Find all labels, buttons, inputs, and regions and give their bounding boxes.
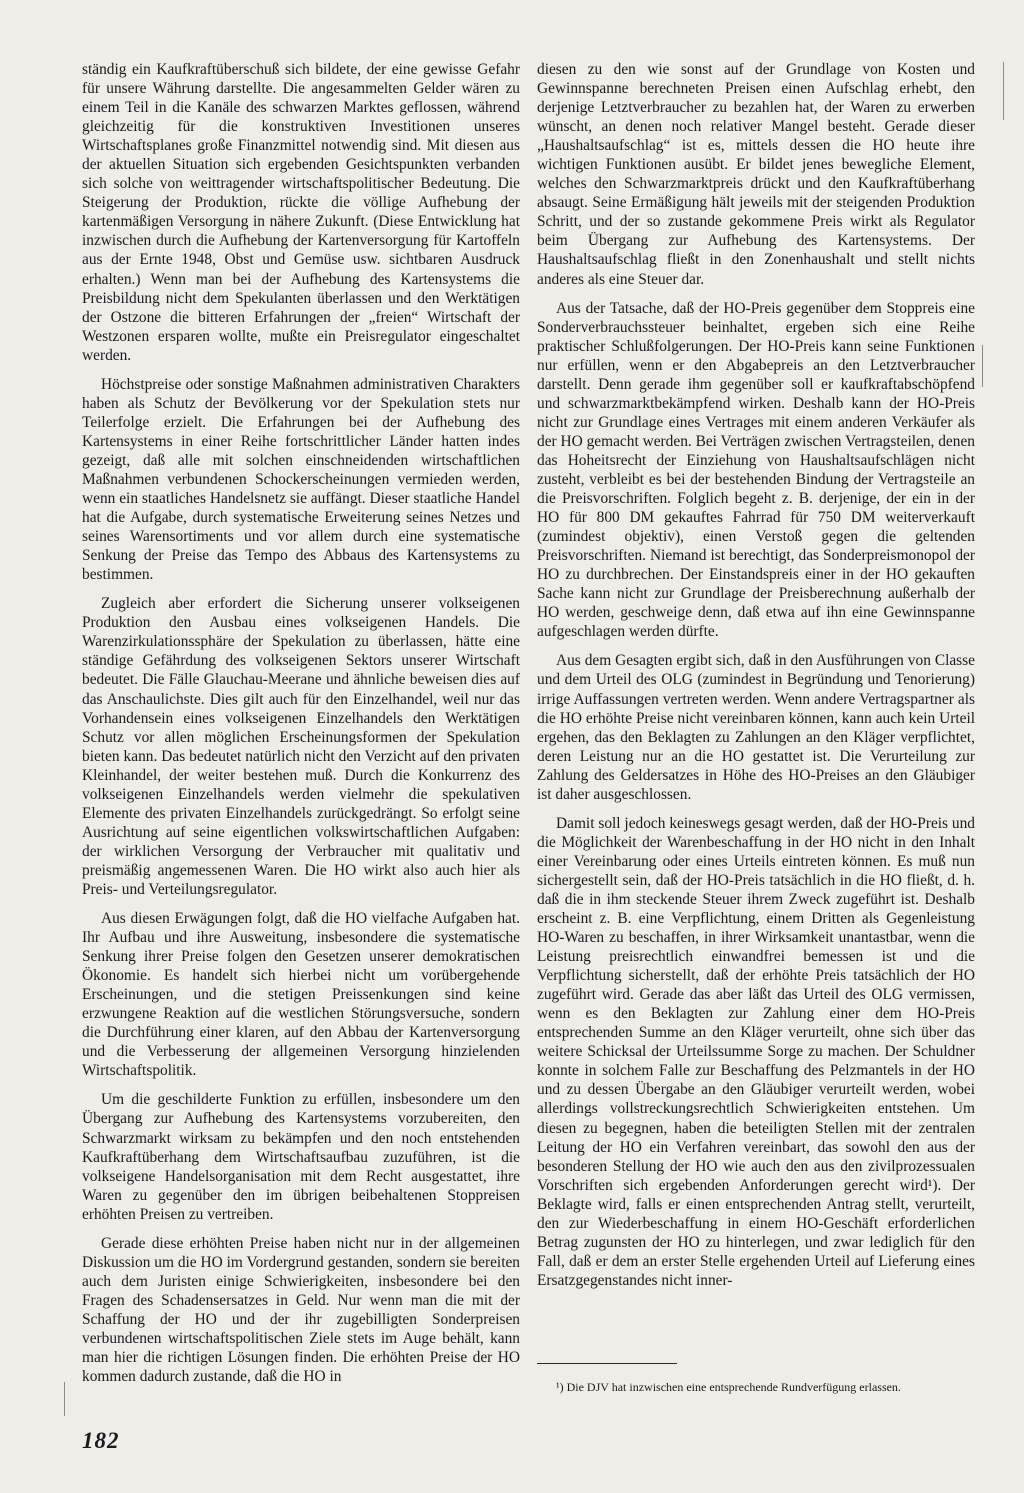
margin-pencil-mark: [982, 345, 983, 387]
paragraph: Zugleich aber erfordert die Sicherung unserer volkseigenen Produktion den Ausbau eines volkseigenen Handels. Die Warenzirkulationssphäre der Spekulation zu überlassen, hätte eine ständige Gefährdung des volkseigenen Sektors unserer Wirtschaft bedeutet. Die Fälle Glauchau-Meerane und ähnliche beweisen dies auf das Anschaulichste. Dies gilt auch für den Einzelhandel, weil nur das Vorhandensein eines volkseigenen Einzelhandels den Werktätigen Schutz vor allen möglichen Erscheinungsformen der Spekulation bieten kann. Das bedeutet natürlich nicht den Verzicht auf den privaten Kleinhandel, der weiter bestehen muß. Durch die Konkurrenz des volkseigenen Einzelhandels werden vielmehr die spekulativen Elemente des privaten Einzelhandels zurückgedrängt. So erfolgt seine Ausrichtung auf seine eigentlichen volkswirtschaftlichen Aufgaben: der wirklichen Versorgung der Verbraucher mit qualitativ und preismäßig angemessenen Waren. Die HO wirkt also auch hier als Preis- und Verteilungsregulator.: [82, 595, 520, 898]
footnote: ¹) Die DJV hat inzwischen eine entsprechende Rundverfügung erlassen.: [556, 1380, 901, 1394]
margin-pencil-mark: [64, 1382, 65, 1416]
paragraph: diesen zu den wie sonst auf der Grundlage von Kosten und Gewinnspanne berechneten Preisen einen Aufschlag erhebt, den derjenige Letztverbraucher zu bezahlen hat, der Waren zu erwerben wünscht, an denen noch relativer Mangel besteht. Gerade dieser „Haushaltsaufschlag“ ist es, mittels dessen die HO heute ihre wichtigen Funktionen ausübt. Er bildet jenes bewegliche Element, welches den Schwarzmarktpreis drückt und den Kaufkraftüberhang absaugt. Seine Ermäßigung hält jeweils mit der steigenden Produktion Schritt, und der so zustande gekommene Preis wirkt als Regulator beim Übergang zur Aufhebung des Kartensystems. Der Haushaltsaufschlag fließt in den Zonenhaushalt und stellt nichts anderes als eine Steuer dar.: [537, 61, 975, 288]
paragraph: Aus der Tatsache, daß der HO-Preis gegenüber dem Stoppreis eine Sonderverbrauchssteuer beinhaltet, ergeben sich eine Reihe praktischer Schlußfolgerungen. Der HO-Preis kann seine Funktionen nur erfüllen, wenn er den Abgabepreis an den Letztverbraucher darstellt. Denn gerade ihm gegenüber soll er kaufkraftabschöpfend und schwarzmarktbekämpfend wirken. Deshalb kann der HO-Preis nicht zur Grundlage eines Vertrages mit einem anderen Verkäufer als der HO gemacht werden. Bei Verträgen zwischen Vertragsteilen, denen das Hoheitsrecht der Einziehung von Haushaltsaufschlägen nicht zusteht, verbleibt es bei der bestehenden Bindung der Vertragsteile an die Preisvorschriften. Folglich begeht z. B. derjenige, der ein in der HO für 800 DM gekauftes Fahrrad für 750 DM weiterverkauft (zumindest objektiv), einen Verstoß gegen die geltenden Preisvorschriften. Niemand ist berechtigt, das Sonderpreismonopol der HO zu durchbrechen. Der Einstandspreis einer in der HO gekauften Sache kann nicht zur Grundlage der Preisberechnung außerhalb der HO werden, geschweige denn, daß etwa auf ihn eine Gewinnspanne aufgeschlagen werden dürfte.: [537, 299, 975, 641]
footnote-divider: [537, 1363, 677, 1364]
margin-pencil-mark: [1003, 62, 1004, 120]
left-column: [82, 60, 520, 1396]
paragraph: Damit soll jedoch keineswegs gesagt werden, daß der HO-Preis und die Möglichkeit der Warenbeschaffung in der HO nicht in den Inhalt einer Vereinbarung oder eines Urteils eintreten können. Es muß nun sichergestellt sein, daß der HO-Preis tatsächlich in die HO fließt, d. h. daß die in ihm steckende Steuer ihrem Zweck zugeführt ist. Deshalb erscheint z. B. eine Verpflichtung, einem Dritten als Gegenleistung HO-Waren zu beschaffen, in ihrer Wirksamkeit unantastbar, wenn die Leistung preisrechtlich einwandfrei bemessen ist und die Verpflichtung sicherstellt, daß der erhöhte Preis tatsächlich der HO zugeführt wird. Gerade das aber läßt das Urteil des OLG vermissen, wenn es den Beklagten zur Zahlung einer dem HO-Preis entsprechenden Summe an den Kläger verurteilt, ohne sich über das weitere Schicksal der Urteilssumme Sorge zu machen. Der Schuldner konnte in solchem Falle zur Beschaffung des Pelzmantels in der HO und zu dessen Übergabe an den Gläubiger verurteilt werden, wobei allerdings vollstreckungsrechtlich Schwierigkeiten entstehen. Um diesen zu begegnen, haben die beteiligten Stellen mit der zentralen Leitung der HO ein Verfahren vereinbart, das sowohl den aus der besonderen Stellung der HO wie auch den aus den zivilprozessualen Vorschriften sich ergebenden Anforderungen gerecht wird¹). Der Beklagte wird, falls er einen entsprechenden Antrag stellt, verurteilt, den zur Wiederbeschaffung in einem HO-Geschäft erforderlichen Betrag zugunsten der HO zu hinterlegen, und zwar lediglich für den Fall, daß er dem an erster Stelle ergehenden Urteil auf Lieferung eines Ersatzgegenstandes nicht inner-: [537, 814, 975, 1289]
paragraph: Um die geschilderte Funktion zu erfüllen, insbesondere um den Übergang zur Aufhebung des Kartensystems vorzubereiten, den Schwarzmarkt wirksam zu bekämpfen und den noch entstehenden Kaufkraftüberhang dem Wirtschaftsaufbau zuzuführen, ist die volkseigene Handelsorganisation mit dem Recht ausgestattet, ihre Waren zu gegenüber den im übrigen beibehaltenen Stoppreisen erhöhten Preisen zu vertreiben.: [82, 1091, 520, 1223]
page-number: 182: [82, 1428, 120, 1453]
right-column: [537, 60, 975, 1300]
paragraph: ständig ein Kaufkraftüberschuß sich bildete, der eine gewisse Gefahr für unsere Währung darstellte. Die angesammelten Gelder wären zu einem Teil in die Kanäle des schwarzen Marktes geflossen, während gleichzeitig für die konstruktiven Investitionen unseres Wirtschaftsplanes große Finanzmittel notwendig sind. Mit diesen aus der aktuellen Situation sich ergebenden Gesichtspunkten verbanden sich solche von weittragender wirtschaftspolitischer Bedeutung. Die Steigerung der Produktion, rückte die völlige Aufhebung der kartenmäßigen Versorgung in nähere Zukunft. (Diese Entwicklung hat inzwischen durch die Aufhebung der Kartenversorgung für Kartoffeln aus der Ernte 1948, Obst und Gemüse usw. sichtbaren Ausdruck erhalten.) Wenn man bei der Aufhebung des Kartensystems die Preisbildung nicht dem Spekulanten überlassen und den Werktätigen der Ostzone die bitteren Erfahrungen der „freien“ Wirtschaft der Westzonen ersparen wollte, mußte ein Preisregulator eingeschaltet werden.: [82, 61, 520, 364]
paragraph: Aus dem Gesagten ergibt sich, daß in den Ausführungen von Classe und dem Urteil des OLG (zumindest in Begründung und Tenorierung) irrige Auffassungen vertreten werden. Wenn andere Vertragspartner als die HO erhöhte Preise nicht vereinbaren können, kann auch kein Urteil ergehen, das den Beklagten zu Zahlungen an den Kläger verpflichtet, deren Leistung nur an die HO gestattet ist. Die Verurteilung zur Zahlung des Geldersatzes in Höhe des HO-Preises an den Gläubiger ist daher ausgeschlossen.: [537, 652, 975, 803]
paragraph: Höchstpreise oder sonstige Maßnahmen administrativen Charakters haben als Schutz der Bevölkerung vor der Spekulation stets nur Teilerfolge erzielt. Die Erfahrungen bei der Aufhebung des Kartensystems in einer Reihe fortschrittlicher Länder hatten indes gezeigt, daß alle mit solchen einschneidenden wirtschaftlichen Maßnahmen verbundenen Schockerscheinungen vermieden werden, wenn ein staatliches Handelsnetz sie auffängt. Dieser staatliche Handel hat die Aufgabe, durch systematische Erweiterung seines Netzes und seines Warensortiments und vor allem durch eine systematische Senkung der Preise das Tempo des Abbaus des Kartensystems zu bestimmen.: [82, 375, 520, 584]
paragraph: Gerade diese erhöhten Preise haben nicht nur in der allgemeinen Diskussion um die HO im Vordergrund gestanden, sondern sie bereiten auch dem Juristen einige Schwierigkeiten, insbesondere bei den Fragen des Schadensersatzes in Geld. Nur wenn man die mit der Schaffung der HO und der ihr zugebilligten Sonderpreisen verbundenen wirtschaftspolitischen Ziele stets im Auge behält, kann man hier die richtigen Lösungen finden. Die erhöhten Preise der HO kommen dadurch zustande, daß die HO in: [82, 1234, 520, 1386]
paragraph: Aus diesen Erwägungen folgt, daß die HO vielfache Aufgaben hat. Ihr Aufbau und ihre Ausweitung, insbesondere die systematische Senkung ihrer Preise folgen den Gesetzen unserer demokratischen Ökonomie. Es handelt sich hierbei nicht um vorübergehende Erscheinungen, und die stetigen Preissenkungen sind keine erzwungene Reaktion auf die westlichen Störungsversuche, sondern die Durchführung einer klaren, auf den Abbau der Kartenversorgung und die Verbesserung der allgemeinen Versorgung hinzielenden Wirtschaftspolitik.: [82, 910, 520, 1080]
